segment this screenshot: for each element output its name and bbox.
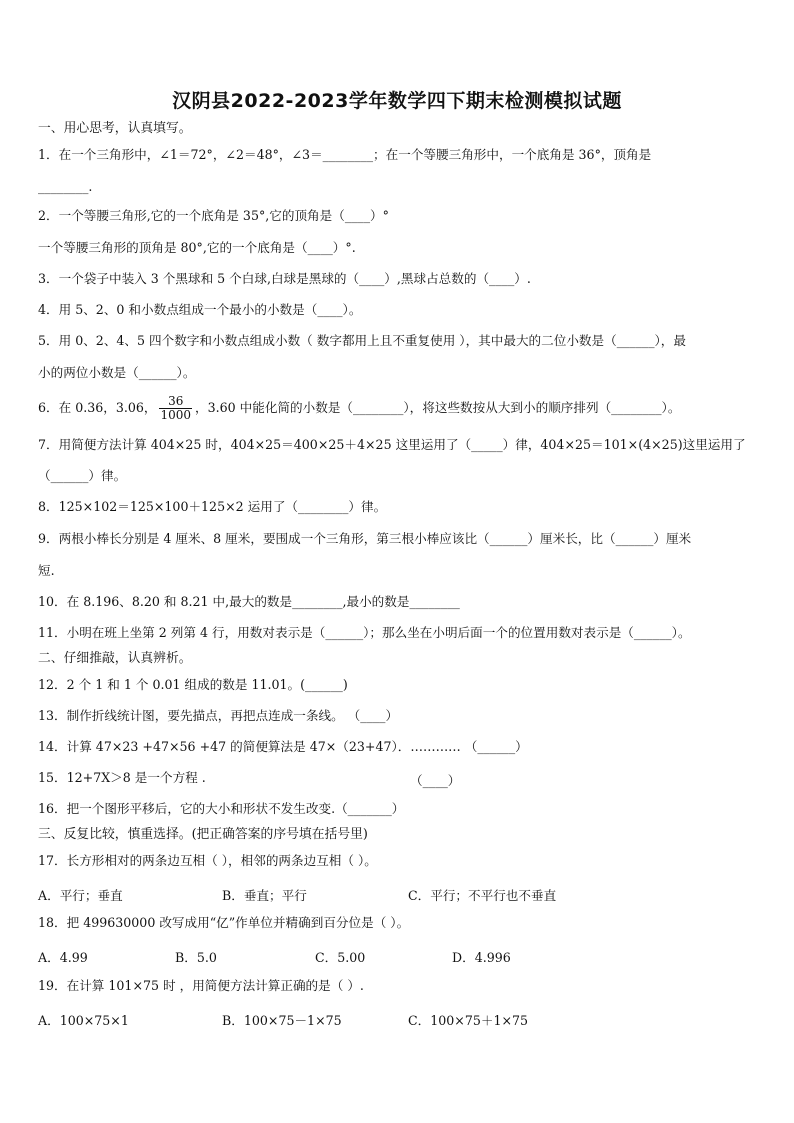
question-17: 17．长方形相对的两条边互相（ ），相邻的两条边互相（ ）。 (38, 853, 377, 868)
question-18-option-b: B．5.0 (175, 950, 217, 965)
question-6-prefix: 6．在 0.36，3.06， (38, 400, 157, 415)
question-6 (38, 391, 680, 425)
question-18-option-c: C．5.00 (315, 950, 366, 965)
question-19-option-c: C．100×75＋1×75 (408, 1013, 529, 1028)
question-17-option-c: C．平行；不平行也不垂直 (408, 888, 557, 903)
question-4: 4．用 5、2、0 和小数点组成一个最小的小数是（____）。 (38, 302, 362, 317)
question-14: 14．计算 47×23 +47×56 +47 的简便算法是 47×（23+47）．………… （______） (38, 739, 528, 754)
question-17-option-a: A．平行；垂直 (38, 888, 123, 903)
question-17-option-b: B．垂直；平行 (222, 888, 307, 903)
question-15: 15．12+7X＞8 是一个方程 . (38, 770, 206, 785)
question-19: 19．在计算 101×75 时 ，用简便方法计算正确的是（ ）. (38, 978, 364, 993)
question-19-option-a: A．100×75×1 (38, 1013, 129, 1028)
question-7-line-2: （______）律。 (38, 468, 127, 483)
question-18: 18．把 499630000 改写成用“亿”作单位并精确到百分位是（ ）。 (38, 915, 410, 930)
fraction (159, 395, 192, 422)
question-16: 16．把一个图形平移后，它的大小和形状不发生改变.（_______） (38, 801, 405, 816)
question-9-line-1: 9．两根小棒长分别是 4 厘米、8 厘米，要围成一个三角形，第三根小棒应该比（______）厘米长，比（______）厘米 (38, 531, 692, 546)
question-13: 13．制作折线统计图，要先描点，再把点连成一条线。 （____） (38, 708, 399, 723)
question-1-line-2: ________. (38, 179, 93, 194)
question-3: 3．一个袋子中装入 3 个黑球和 5 个白球,白球是黑球的（____）,黑球占总数的（____）. (38, 271, 531, 286)
page-title: 汉阴县2022-2023学年数学四下期末检测模拟试题 (172, 90, 622, 112)
question-9-line-2: 短. (38, 563, 55, 578)
question-7-line-1: 7．用简便方法计算 404×25 时，404×25＝400×25＋4×25 这里运用了（_____）律，404×25＝101×(4×25)这里运用了 (38, 437, 746, 452)
question-2-line-1: 2．一个等腰三角形,它的一个底角是 35°,它的顶角是（____）° (38, 208, 389, 223)
fraction-numerator: 36 (159, 395, 192, 409)
question-5-line-1: 5．用 0、2、4、5 四个数字和小数点组成小数（ 数字都用上且不重复使用 ），其中最大的二位小数是（______），最 (38, 333, 686, 348)
section-heading-2: 二、仔细推敲，认真辨析。 (38, 651, 192, 666)
question-12: 12．2 个 1 和 1 个 0.01 组成的数是 11.01。(______) (38, 677, 348, 692)
section-heading-3: 三、反复比较，慎重选择。(把正确答案的序号填在括号里) (38, 827, 368, 842)
question-19-option-b: B．100×75－1×75 (222, 1013, 342, 1028)
question-11: 11．小明在班上坐第 2 列第 4 行，用数对表示是（______）；那么坐在小明后面一个的位置用数对表示是（______）。 (38, 625, 691, 640)
question-1-line-1: 1．在一个三角形中，∠1＝72°，∠2＝48°，∠3＝________；在一个等腰三角形中，一个底角是 36°，顶角是 (38, 147, 652, 162)
fraction-denominator: 1000 (160, 408, 192, 422)
question-2-line-2: 一个等腰三角形的顶角是 80°,它的一个底角是（____）°. (38, 240, 356, 255)
question-6-suffix: ，3.60 中能化简的小数是（________），将这些数按从大到小的顺序排列（________）。 (195, 400, 681, 415)
question-18-option-a: A．4.99 (38, 950, 88, 965)
question-18-option-d: D．4.996 (452, 950, 511, 965)
question-8: 8．125×102＝125×100＋125×2 运用了（________）律。 (38, 499, 387, 514)
section-heading-1: 一、用心思考，认真填写。 (38, 121, 192, 136)
question-10: 10．在 8.196、8.20 和 8.21 中,最大的数是________,最小的数是________ (38, 594, 460, 609)
question-15-answer-blank: （____） (410, 773, 461, 788)
question-5-line-2: 小的两位小数是（______）。 (38, 365, 196, 380)
